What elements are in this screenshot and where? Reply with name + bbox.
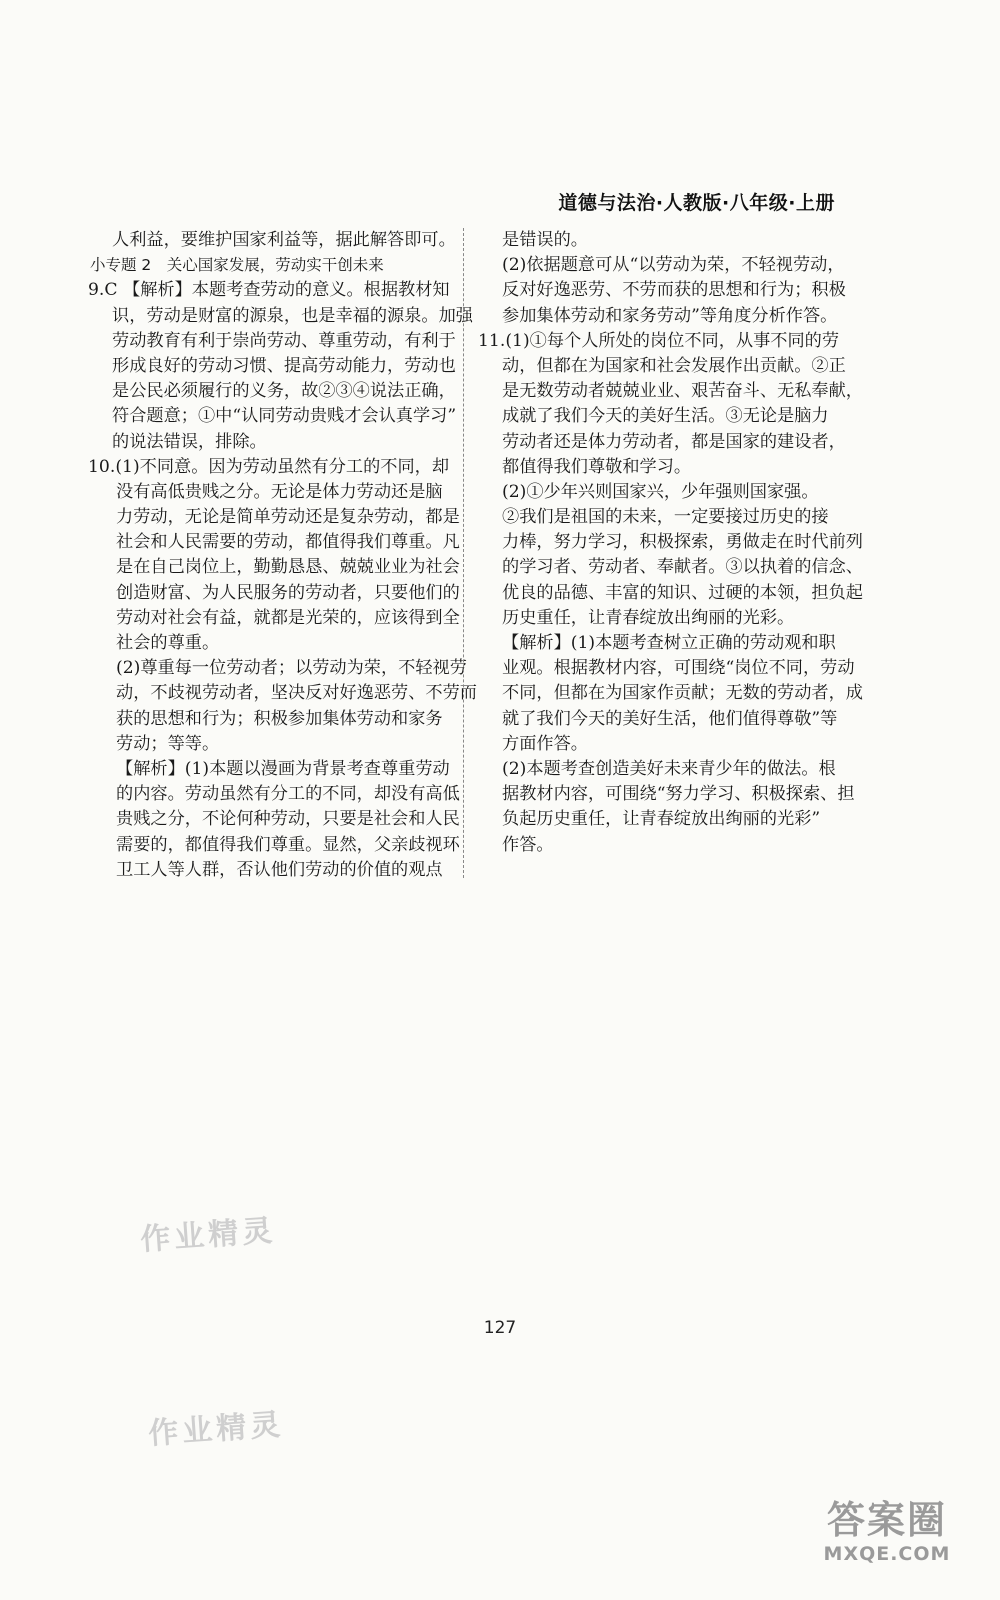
text-line: 负起历史重任，让青春绽放出绚丽的光彩”: [502, 809, 821, 830]
text-line: 的说法错误，排除。: [112, 431, 267, 452]
text-line: 劳动对社会有益，就都是光荣的，应该得到全: [116, 607, 460, 628]
text-line: 作答。: [502, 834, 554, 855]
left-column: [88, 228, 477, 883]
watermark: 作业精灵: [147, 1407, 286, 1452]
column-divider: [463, 228, 464, 878]
text-line: 【解析】(1)本题考查树立正确的劳动观和职: [502, 633, 836, 653]
text-line: 社会和人民需要的劳动，都值得我们尊重。凡: [116, 532, 460, 553]
text-line: 的内容。劳动虽然有分工的不同，却没有高低: [116, 784, 460, 805]
text-line: 劳动者还是体力劳动者，都是国家的建设者，: [502, 431, 846, 452]
text-line: ②我们是祖国的未来，一定要接过历史的接: [502, 507, 829, 528]
text-line: 据教材内容，可围绕“努力学习、积极探索、担: [502, 784, 855, 805]
text-line: 优良的品德、丰富的知识、过硬的本领，担负起: [502, 582, 863, 603]
text-line: 人利益，要维护国家利益等，据此解答即可。: [112, 230, 456, 250]
text-line: 动，但都在为国家和社会发展作出贡献。②正: [502, 355, 846, 376]
text-line: 符合题意；①中“认同劳动贵贱才会认真学习”: [112, 406, 457, 427]
text-line: 不同，但都在为国家作贡献；无数的劳动者，成: [502, 683, 863, 704]
logo-text: 答案圈: [826, 1498, 947, 1542]
text-line: 贵贱之分，不论何种劳动，只要是社会和人民: [116, 809, 460, 830]
text-line: 【解析】(1)本题以漫画为背景考查尊重劳动: [116, 758, 450, 779]
text-line: 的学习者、劳动者、奉献者。③以执着的信念、: [502, 557, 863, 578]
text-line: 社会的尊重。: [116, 633, 220, 653]
text-line: 反对好逸恶劳、不劳而获的思想和行为；积极: [502, 280, 846, 301]
text-line: 小专题 2 关心国家发展，劳动实干创未来: [90, 256, 384, 275]
page-number: 127: [483, 1318, 517, 1338]
site-logo: [802, 1498, 972, 1578]
text-line: 力劳动，无论是简单劳动还是复杂劳动，都是: [116, 507, 460, 528]
text-line: (2)本题考查创造美好未来青少年的做法。根: [502, 758, 836, 779]
text-line: 都值得我们尊敬和学习。: [502, 456, 692, 477]
text-line: 就了我们今天的美好生活，他们值得尊敬”等: [502, 708, 838, 729]
text-line: 动，不歧视劳动者，坚决反对好逸恶劳、不劳而: [116, 683, 477, 704]
logo-url: MXQE.COM: [823, 1543, 951, 1565]
text-line: 力棒，努力学习，积极探索，勇做走在时代前列: [502, 532, 863, 553]
running-header: 道德与法治·人教版·八年级·上册: [558, 192, 835, 214]
text-line: 9.C 【解析】本题考查劳动的意义。根据教材知: [88, 280, 450, 301]
text-line: (2)依据题意可从“以劳动为荣，不轻视劳动，: [502, 255, 845, 276]
text-line: 是无数劳动者兢兢业业、艰苦奋斗、无私奉献，: [502, 381, 863, 402]
text-line: 参加集体劳动和家务劳动”等角度分析作答。: [502, 305, 838, 326]
text-line: 11.(1)①每个人所处的岗位不同，从事不同的劳: [478, 330, 840, 351]
text-line: 业观。根据教材内容，可围绕“岗位不同，劳动: [502, 658, 855, 679]
text-line: 成就了我们今天的美好生活。③无论是脑力: [502, 406, 829, 427]
text-line: 方面作答。: [502, 733, 588, 754]
text-line: 劳动；等等。: [116, 733, 220, 754]
text-line: 需要的，都值得我们尊重。显然，父亲歧视环: [116, 834, 460, 855]
text-line: 是公民必须履行的义务，故②③④说法正确，: [112, 381, 456, 402]
text-line: 劳动教育有利于崇尚劳动、尊重劳动，有利于: [112, 330, 456, 351]
text-line: 是在自己岗位上，勤勤恳恳、兢兢业业为社会: [116, 557, 460, 578]
text-line: 识，劳动是财富的源泉，也是幸福的源泉。加强: [112, 305, 473, 326]
text-line: 10.(1)不同意。因为劳动虽然有分工的不同，却: [88, 456, 450, 477]
text-line: (2)尊重每一位劳动者；以劳动为荣，不轻视劳: [116, 658, 467, 679]
text-line: 卫工人等人群，否认他们劳动的价值的观点: [116, 859, 443, 880]
text-line: 历史重任，让青春绽放出绚丽的光彩。: [502, 607, 795, 628]
text-line: 获的思想和行为；积极参加集体劳动和家务: [116, 708, 443, 729]
text-line: 没有高低贵贱之分。无论是体力劳动还是脑: [116, 481, 443, 502]
text-line: 形成良好的劳动习惯、提高劳动能力，劳动也: [112, 355, 456, 376]
text-line: 是错误的。: [502, 230, 588, 250]
text-line: 创造财富、为人民服务的劳动者，只要他们的: [116, 582, 460, 603]
right-column: [478, 228, 863, 858]
watermark: 作业精灵: [139, 1213, 278, 1258]
text-line: (2)①少年兴则国家兴，少年强则国家强。: [502, 481, 819, 502]
